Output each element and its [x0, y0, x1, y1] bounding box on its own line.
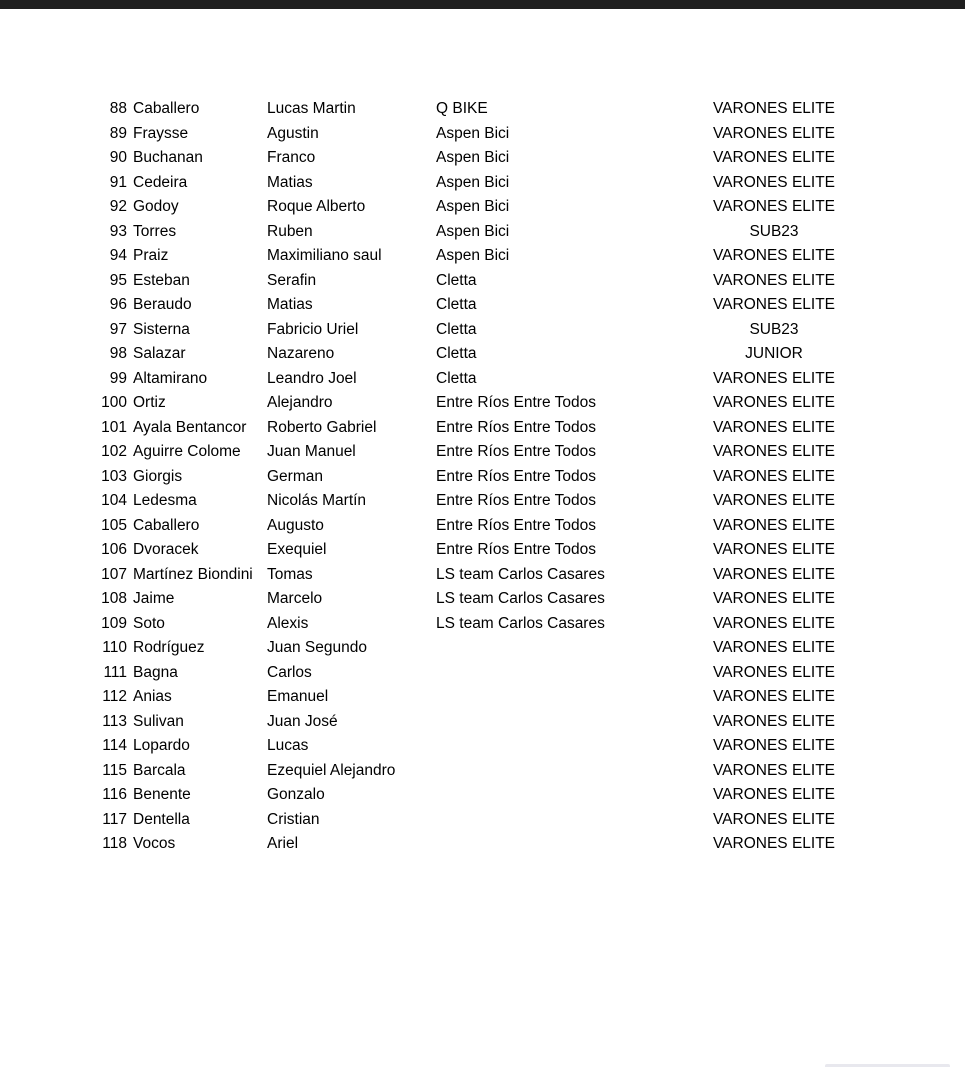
window-top-bar [0, 0, 965, 9]
rider-first-name: Juan Segundo [267, 639, 367, 656]
rider-category: VARONES ELITE [712, 614, 836, 632]
rider-category: VARONES ELITE [712, 492, 836, 509]
rider-first-name: Ruben [267, 222, 313, 240]
table-row [0, 440, 965, 465]
table-row [0, 244, 965, 269]
rider-category: VARONES ELITE [712, 516, 836, 534]
rider-first-name: Leandro Joel [267, 369, 357, 387]
rider-last-name: Soto [133, 614, 165, 632]
rider-category: VARONES ELITE [712, 590, 836, 607]
rider-category: VARONES ELITE [712, 639, 836, 656]
rider-last-name: Cedeira [133, 173, 188, 191]
rider-number: 91 [109, 173, 127, 191]
rider-team: Aspen Bici [436, 124, 510, 142]
table-row [0, 293, 965, 318]
rider-team: Entre Ríos Entre Todos [436, 443, 596, 460]
rider-category: VARONES ELITE [712, 688, 836, 705]
rider-number: 113 [102, 712, 127, 730]
rider-team: Aspen Bici [436, 198, 510, 215]
rider-first-name: Maximiliano saul [267, 247, 382, 264]
rider-last-name: Vocos [133, 835, 176, 852]
rider-team: LS team Carlos Casares [436, 614, 605, 632]
rider-category: VARONES ELITE [712, 369, 836, 387]
rider-number: 116 [102, 786, 127, 803]
table-row [0, 171, 965, 196]
rider-last-name: Sisterna [133, 320, 190, 338]
rider-number: 100 [101, 394, 127, 411]
rider-category: VARONES ELITE [712, 394, 836, 411]
rider-category: VARONES ELITE [712, 443, 836, 460]
rider-team: Cletta [436, 320, 477, 338]
table-row [0, 367, 965, 392]
rider-category: VARONES ELITE [712, 835, 836, 852]
rider-category: VARONES ELITE [712, 100, 836, 117]
table-row [0, 342, 965, 367]
rider-number: 111 [103, 663, 127, 681]
rider-number: 101 [101, 418, 127, 436]
rider-first-name: Cristian [267, 810, 320, 828]
rider-team: Aspen Bici [436, 149, 510, 166]
rider-team: Cletta [436, 271, 477, 289]
rider-last-name: Praiz [133, 247, 169, 264]
rider-category: VARONES ELITE [712, 810, 836, 828]
rider-team: Aspen Bici [436, 247, 510, 264]
rider-number: 97 [109, 320, 127, 338]
table-row [0, 514, 965, 539]
table-row [0, 318, 965, 343]
table-row [0, 734, 965, 759]
rider-first-name: Roque Alberto [267, 198, 366, 215]
table-row [0, 416, 965, 441]
rider-number: 105 [101, 516, 127, 534]
rider-last-name: Giorgis [133, 467, 183, 485]
rider-team: Aspen Bici [436, 222, 510, 240]
rider-last-name: Esteban [133, 271, 190, 289]
rider-last-name: Dvoracek [133, 541, 199, 558]
rider-first-name: Exequiel [267, 541, 327, 558]
table-row [0, 685, 965, 710]
rider-first-name: Franco [267, 149, 316, 166]
rider-number: 109 [101, 614, 127, 632]
rider-last-name: Ledesma [133, 492, 197, 509]
rider-first-name: Matias [267, 296, 313, 313]
rider-number: 98 [109, 345, 127, 362]
rider-last-name: Caballero [133, 100, 200, 117]
rider-last-name: Fraysse [133, 124, 189, 142]
table-row [0, 269, 965, 294]
rider-category: VARONES ELITE [712, 173, 836, 191]
table-row [0, 122, 965, 147]
rider-category: VARONES ELITE [712, 271, 836, 289]
rider-last-name: Dentella [133, 810, 190, 828]
rider-first-name: Juan José [267, 712, 338, 730]
rider-last-name: Lopardo [133, 737, 190, 754]
rider-last-name: Salazar [133, 345, 186, 362]
rider-team: Entre Ríos Entre Todos [436, 467, 596, 485]
rider-last-name: Ortiz [133, 394, 166, 411]
table-row [0, 661, 965, 686]
rider-first-name: Fabricio Uriel [267, 320, 359, 338]
rider-category: VARONES ELITE [712, 247, 836, 264]
rider-number: 89 [109, 124, 127, 142]
rider-last-name: Aguirre Colome [133, 443, 241, 460]
rider-last-name: Benente [133, 786, 191, 803]
rider-category: VARONES ELITE [712, 296, 836, 313]
table-row [0, 587, 965, 612]
table-row [0, 563, 965, 588]
rider-last-name: Barcala [133, 761, 186, 779]
rider-first-name: Serafin [267, 271, 317, 289]
rider-last-name: Buchanan [133, 149, 203, 166]
rider-team: Cletta [436, 369, 477, 387]
rider-last-name: Altamirano [133, 369, 208, 387]
table-row [0, 759, 965, 784]
table-row [0, 195, 965, 220]
rider-last-name: Godoy [133, 198, 179, 215]
table-row [0, 220, 965, 245]
table-row [0, 808, 965, 833]
rider-first-name: Ariel [267, 835, 299, 852]
rider-number: 102 [101, 443, 127, 460]
rider-team: Cletta [436, 296, 477, 313]
rider-first-name: Gonzalo [267, 786, 325, 803]
rider-last-name: Caballero [133, 516, 200, 534]
rider-category: VARONES ELITE [712, 786, 836, 803]
rider-number: 95 [109, 271, 127, 289]
rider-number: 96 [109, 296, 127, 313]
rider-category: VARONES ELITE [712, 418, 836, 436]
rider-number: 93 [109, 222, 127, 240]
rider-last-name: Anias [133, 688, 172, 705]
rider-number: 92 [109, 198, 127, 215]
rider-category: SUB23 [749, 222, 799, 240]
rider-team: Entre Ríos Entre Todos [436, 418, 596, 436]
table-row [0, 710, 965, 735]
rider-last-name: Bagna [133, 663, 178, 681]
rider-category: VARONES ELITE [712, 761, 836, 779]
rider-category: VARONES ELITE [712, 467, 836, 485]
rider-number: 112 [102, 688, 127, 705]
table-row [0, 612, 965, 637]
rider-first-name: Juan Manuel [267, 443, 356, 460]
table-row [0, 636, 965, 661]
rider-team: Entre Ríos Entre Todos [436, 516, 596, 534]
rider-team: Entre Ríos Entre Todos [436, 394, 596, 411]
rider-first-name: German [267, 467, 323, 485]
rider-category: JUNIOR [745, 345, 803, 362]
rider-number: 99 [109, 369, 127, 387]
table-row [0, 489, 965, 514]
rider-first-name: Roberto Gabriel [267, 418, 377, 436]
rider-team: Cletta [436, 345, 477, 362]
rider-first-name: Lucas Martin [267, 100, 356, 117]
table-row [0, 832, 965, 857]
rider-first-name: Matias [267, 173, 313, 191]
rider-first-name: Emanuel [267, 688, 329, 705]
rider-last-name: Rodríguez [133, 639, 205, 656]
rider-first-name: Alejandro [267, 394, 333, 411]
rider-number: 104 [101, 492, 127, 509]
rider-category: VARONES ELITE [712, 198, 836, 215]
rider-number: 110 [102, 639, 127, 656]
rider-team: Aspen Bici [436, 173, 510, 191]
rider-last-name: Ayala Bentancor [133, 418, 247, 436]
rider-team: LS team Carlos Casares [436, 565, 605, 583]
rider-number: 106 [101, 541, 127, 558]
rider-last-name: Martínez Biondini [133, 565, 253, 583]
rider-category: VARONES ELITE [712, 541, 836, 558]
rider-last-name: Jaime [133, 590, 175, 607]
rider-team: LS team Carlos Casares [436, 590, 605, 607]
rider-first-name: Nicolás Martín [267, 492, 367, 509]
rider-category: VARONES ELITE [712, 149, 836, 166]
rider-number: 115 [102, 761, 127, 779]
rider-category: SUB23 [749, 320, 799, 338]
rider-category: VARONES ELITE [712, 737, 836, 754]
rider-number: 118 [102, 835, 127, 852]
rider-first-name: Nazareno [267, 345, 335, 362]
table-row [0, 538, 965, 563]
rider-category: VARONES ELITE [712, 124, 836, 142]
table-row [0, 97, 965, 122]
rider-first-name: Agustin [267, 124, 319, 142]
rider-category: VARONES ELITE [712, 565, 836, 583]
rider-first-name: Marcelo [267, 590, 323, 607]
rider-category: VARONES ELITE [712, 712, 836, 730]
rider-number: 108 [101, 590, 127, 607]
table-row [0, 465, 965, 490]
rider-first-name: Ezequiel Alejandro [267, 761, 396, 779]
rider-team: Entre Ríos Entre Todos [436, 492, 596, 509]
table-row [0, 783, 965, 808]
rider-last-name: Sulivan [133, 712, 184, 730]
rider-team: Q BIKE [436, 100, 488, 117]
rider-category: VARONES ELITE [712, 663, 836, 681]
rider-team: Entre Ríos Entre Todos [436, 541, 596, 558]
rider-number: 88 [109, 100, 127, 117]
rider-last-name: Torres [133, 222, 177, 240]
rider-first-name: Augusto [267, 516, 324, 534]
rider-number: 114 [102, 737, 127, 754]
rider-first-name: Lucas [267, 737, 309, 754]
rider-last-name: Beraudo [133, 296, 192, 313]
table-row [0, 391, 965, 416]
rider-first-name: Tomas [267, 565, 313, 583]
rider-number: 117 [102, 810, 127, 828]
rider-roster-table [0, 97, 965, 857]
table-row [0, 146, 965, 171]
rider-first-name: Carlos [267, 663, 312, 681]
rider-number: 90 [109, 149, 127, 166]
rider-number: 103 [101, 467, 127, 485]
rider-number: 94 [109, 247, 127, 264]
rider-first-name: Alexis [267, 614, 309, 632]
rider-number: 107 [101, 565, 127, 583]
